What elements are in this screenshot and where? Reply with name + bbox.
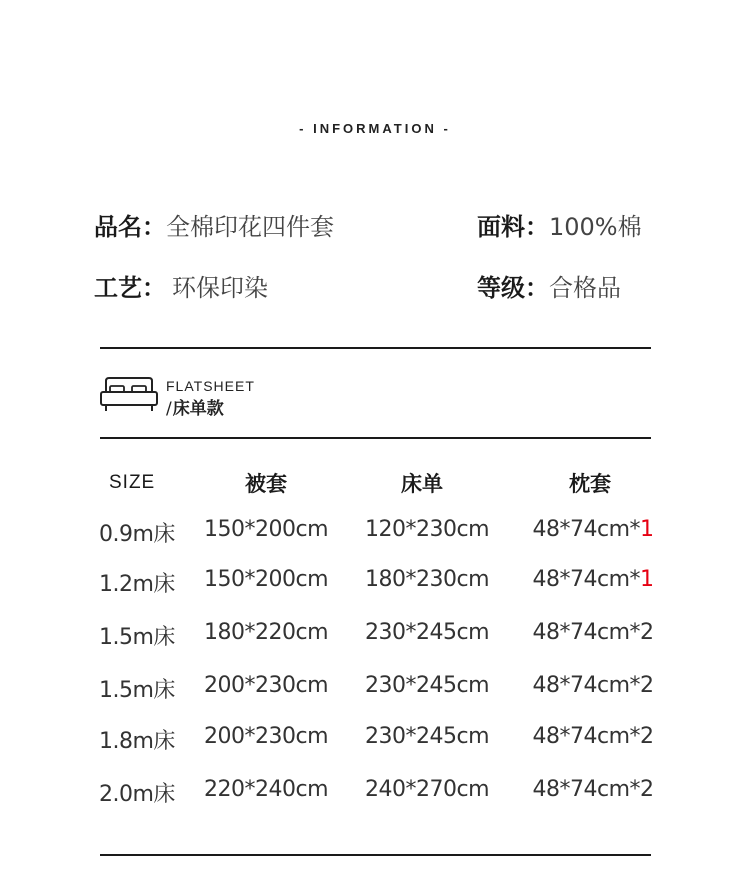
caption-chinese: [166, 394, 224, 419]
cell-size: 0.9m床: [99, 522, 175, 547]
column-header-duvet: 被套: [245, 472, 287, 496]
cell-sheet: 230*245cm: [364, 673, 490, 698]
cell-duvet: 220*240cm: [203, 777, 329, 802]
cell-size: 1.5m床: [99, 625, 175, 650]
cell-size: 2.0m床: [99, 782, 175, 807]
cell-duvet: 180*220cm: [203, 620, 329, 645]
info-craft: [94, 273, 268, 303]
info-product-name: [94, 212, 334, 242]
column-header-sheet: 床单: [401, 472, 443, 496]
cell-pillow: [532, 673, 653, 698]
info-label: 面料：: [477, 213, 549, 241]
cell-pillow: [532, 724, 653, 749]
cell-pillow-qty: 1: [640, 567, 654, 592]
cell-pillow: [532, 777, 653, 802]
cell-pillow-qty: 2: [640, 724, 654, 749]
info-label: 品名：: [94, 213, 166, 241]
cell-pillow: [532, 620, 653, 645]
cell-pillow-size: 48*74cm*: [532, 673, 641, 698]
cell-sheet: 230*245cm: [364, 620, 490, 645]
caption-english: FLATSHEET: [166, 378, 255, 394]
divider-top: [100, 347, 651, 349]
cell-pillow-size: 48*74cm*: [532, 620, 641, 645]
cell-size: 1.8m床: [99, 729, 175, 754]
column-header-pillow: 枕套: [569, 472, 611, 496]
cell-duvet: 150*200cm: [203, 567, 329, 592]
cell-pillow-size: 48*74cm*: [532, 777, 641, 802]
cell-pillow-size: 48*74cm*: [532, 567, 641, 592]
info-label: 等级：: [477, 274, 549, 302]
cell-pillow-qty: 1: [640, 517, 654, 542]
cell-pillow-qty: 2: [640, 777, 654, 802]
section-title: - INFORMATION -: [299, 121, 451, 136]
cell-size: 1.5m床: [99, 678, 175, 703]
cell-pillow-size: 48*74cm*: [532, 724, 641, 749]
cell-pillow-qty: 2: [640, 673, 654, 698]
cell-sheet: 180*230cm: [364, 567, 490, 592]
cell-sheet: 120*230cm: [364, 517, 490, 542]
info-fabric: [477, 212, 642, 242]
cell-sheet: 230*245cm: [364, 724, 490, 749]
cell-size: 1.2m床: [99, 572, 175, 597]
cell-sheet: 240*270cm: [364, 777, 490, 802]
cell-duvet: 200*230cm: [203, 673, 329, 698]
cell-pillow-qty: 2: [640, 620, 654, 645]
column-header-size: SIZE: [109, 472, 156, 493]
cell-pillow: [532, 517, 653, 542]
cell-pillow-size: 48*74cm*: [532, 517, 641, 542]
info-value: 环保印染: [172, 274, 268, 302]
divider-bottom: [100, 854, 651, 856]
divider-middle: [100, 437, 651, 439]
cell-pillow: [532, 567, 653, 592]
caption-slash: /: [166, 399, 172, 419]
info-value: 100%棉: [549, 213, 642, 241]
info-label: 工艺：: [94, 274, 166, 302]
info-value: 全棉印花四件套: [166, 213, 334, 241]
info-value: 合格品: [549, 274, 621, 302]
cell-duvet: 200*230cm: [203, 724, 329, 749]
caption-chinese-text: 床单款: [172, 399, 224, 419]
info-grade: [477, 273, 621, 303]
bed-icon: [100, 377, 158, 413]
cell-duvet: 150*200cm: [203, 517, 329, 542]
